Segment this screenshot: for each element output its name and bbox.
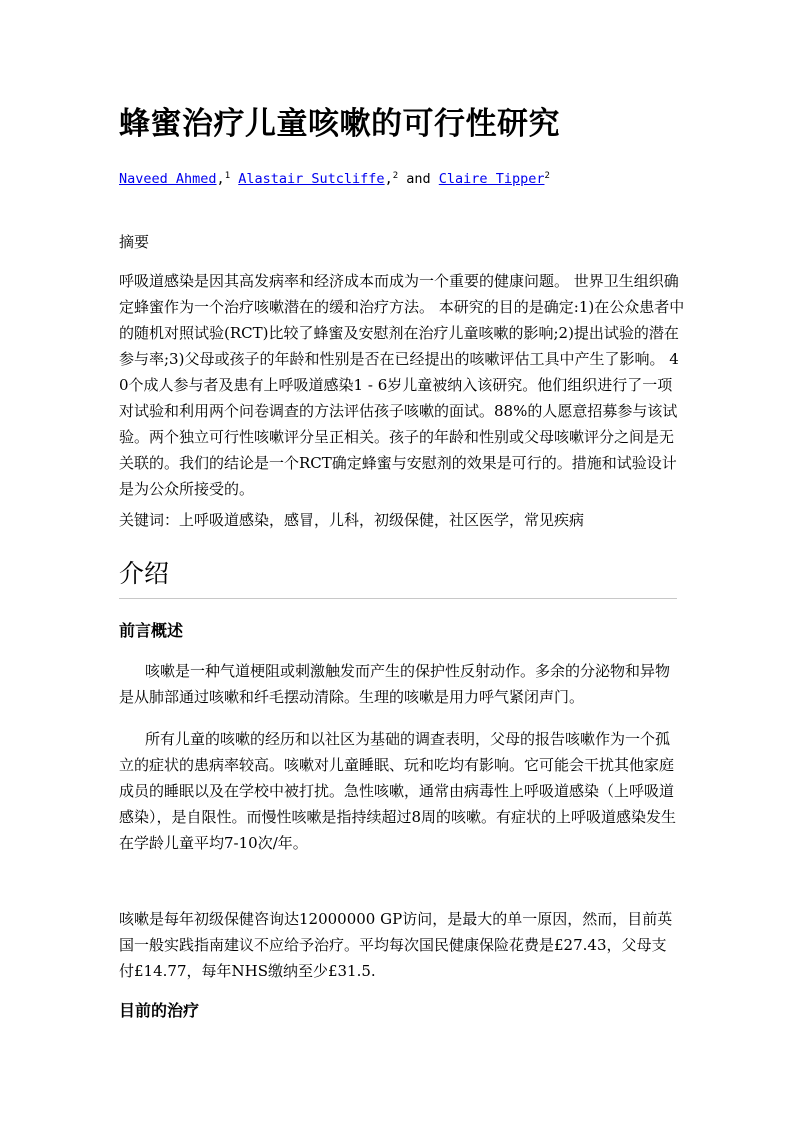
section-heading-introduction: 介绍 xyxy=(119,559,170,588)
intro-paragraph-1: 咳嗽是一种气道梗阻或刺激触发而产生的保护性反射动作。多余的分泌物和异物是从肺部通过咳嗽和纤毛摆动清除。生理的咳嗽是用力呼气紧闭声门。 xyxy=(119,662,671,706)
author-link-ahmed[interactable]: Naveed Ahmed xyxy=(119,171,217,187)
keywords-line: 关键词：上呼吸道感染，感冒，儿科，初级保健，社区医学，常见疾病 xyxy=(119,511,585,529)
article-title: 蜂蜜治疗儿童咳嗽的可行性研究 xyxy=(119,106,560,142)
affiliation-marker: 2 xyxy=(392,171,399,181)
affiliation-marker: 2 xyxy=(544,171,550,181)
author-separator: , xyxy=(216,171,225,187)
subheading-overview: 前言概述 xyxy=(119,621,184,640)
intro-paragraph-3: 咳嗽是每年初级保健咨询达12000000 GP访问，是最大的单一原因，然而，目前英国一般实践指南建议不应给予治疗。平均每次国民健康保险花费是£27.43，父母支付£14.77，每年NHS缴纳至少£31.5. xyxy=(119,910,673,980)
abstract-text: 呼吸道感染是因其高发病率和经济成本而成为一个重要的健康问题。 世界卫生组织确定蜂蜜作为一个治疗咳嗽潜在的缓和治疗方法。 本研究的目的是确定:1)在公众患者中的随机对照试验(RCT)比较了蜂蜜及安慰剂在治疗儿童咳嗽的影响;2)提出试验的潜在参与率;3)父母或孩子的年龄和性别是否在已经提出的咳嗽评估工具中产生了影响。 40个成人参与者及患有上呼吸道感染1 - 6岁儿童被纳入该研究。他们组织进行了一项对试验和利用两个问卷调查的方法评估孩子咳嗽的面试。88%的人愿意招募参与该试验。两个独立可行性咳嗽评分呈正相关。孩子的年龄和性别或父母咳嗽评分之间是无关联的。我们的结论是一个RCT确定蜂蜜与安慰剂的效果是可行的。措施和试验设计是为公众所接受的。 xyxy=(119,272,685,498)
subheading-current-treatment: 目前的治疗 xyxy=(119,1001,200,1020)
author-link-tipper[interactable]: Claire Tipper xyxy=(438,171,545,187)
author-separator: , xyxy=(384,171,393,187)
author-conjunction: and xyxy=(406,171,431,187)
section-divider xyxy=(119,598,677,599)
author-list xyxy=(119,166,550,189)
affiliation-marker: 1 xyxy=(224,171,231,181)
abstract-heading: 摘要 xyxy=(119,233,150,251)
intro-paragraph-2: 所有儿童的咳嗽的经历和以社区为基础的调查表明，父母的报告咳嗽作为一个孤立的症状的患病率较高。咳嗽对儿童睡眠、玩和吃均有影响。它可能会干扰其他家庭成员的睡眠以及在学校中被打扰。急性咳嗽，通常由病毒性上呼吸道感染（上呼吸道感染），是自限性。而慢性咳嗽是指持续超过8周的咳嗽。有症状的上呼吸道感染发生在学龄儿童平均7-10次/年。 xyxy=(119,730,677,852)
author-link-sutcliffe[interactable]: Alastair Sutcliffe xyxy=(238,171,385,187)
